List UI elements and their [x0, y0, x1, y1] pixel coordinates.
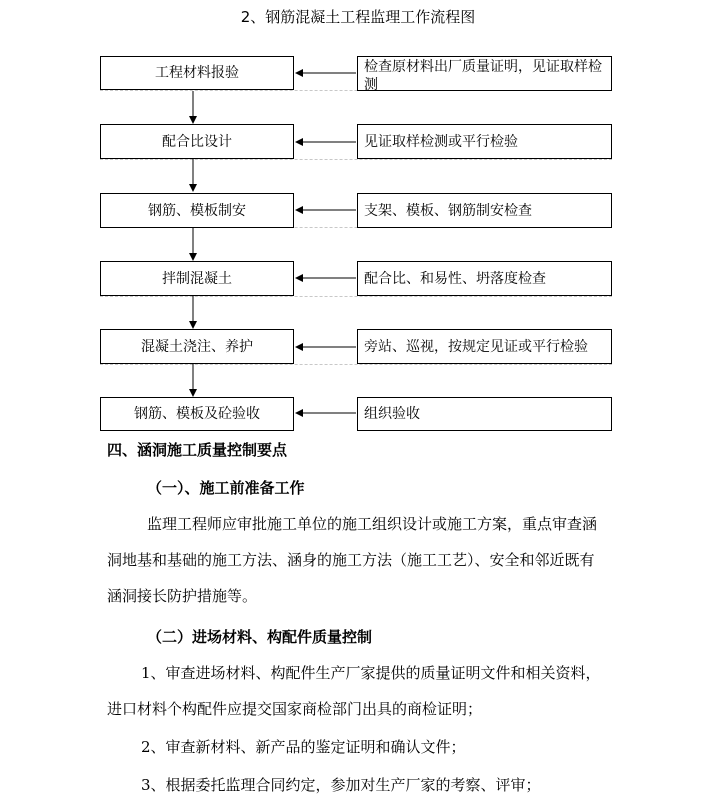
step-box-material-inspection: 工程材料报验 — [100, 56, 294, 90]
list-item-2: 2、审查新材料、新产品的鉴定证明和确认文件； — [141, 738, 466, 756]
flowchart-title: 2、钢筋混凝土工程监理工作流程图 — [240, 8, 476, 26]
check-box-mix-concrete: 配合比、和易性、坍落度检查 — [357, 261, 612, 296]
left-arrows — [296, 73, 356, 413]
step-box-rebar-formwork: 钢筋、模板制安 — [100, 193, 294, 228]
check-box-acceptance: 组织验收 — [357, 397, 612, 431]
list-item-1: 1、审查进场材料、构配件生产厂家提供的质量证明文件和相关资料，进口材料个构配件应提交国家商检部门出具的商检证明； — [107, 664, 601, 718]
subsection-heading-preparation: （一）、施工前准备工作 — [147, 479, 305, 497]
check-box-rebar-formwork: 支架、模板、钢筋制安检查 — [357, 193, 612, 228]
step-box-acceptance: 钢筋、模板及砼验收 — [100, 397, 294, 431]
step-box-mix-design: 配合比设计 — [100, 124, 294, 159]
step-box-pour-cure: 混凝土浇注、养护 — [100, 329, 294, 364]
list-item-3: 3、根据委托监理合同约定，参加对生产厂家的考察、评审； — [141, 776, 541, 794]
step-box-mix-concrete: 拌制混凝土 — [100, 261, 294, 296]
paragraph-preparation: 监理工程师应审批施工单位的施工组织设计或施工方案，重点审查涵洞地基和基础的施工方法、涵身的施工方法（施工工艺）、安全和邻近既有涵洞接长防护措施等。 — [107, 515, 598, 605]
subsection-heading-materials: （二）进场材料、构配件质量控制 — [147, 628, 373, 646]
section-heading: 四、涵洞施工质量控制要点 — [107, 441, 288, 459]
check-box-pour-cure: 旁站、巡视，按规定见证或平行检验 — [357, 329, 612, 364]
check-box-material-inspection: 检查原材料出厂质量证明，见证取样检测 — [357, 56, 612, 91]
check-box-mix-design: 见证取样检测或平行检验 — [357, 124, 612, 159]
